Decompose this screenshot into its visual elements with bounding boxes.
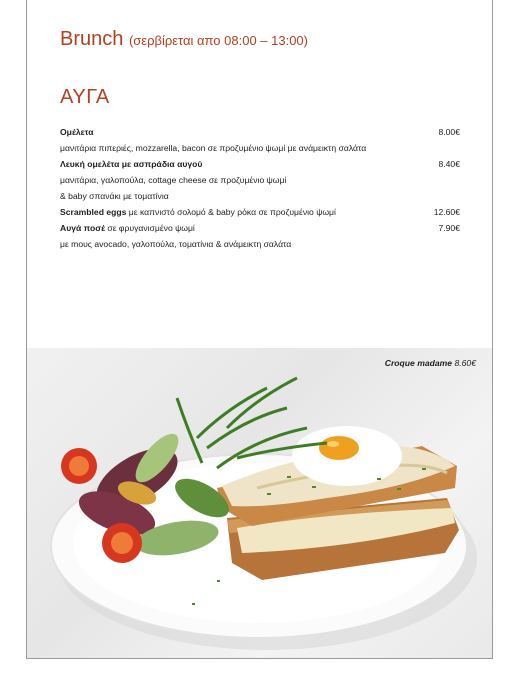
caption-price: 8.60€ [454,358,476,368]
item-description [60,140,460,156]
item-price: 8.00€ [438,127,460,137]
item-name: Ομέλετα [60,127,94,137]
menu-item-poached-eggs [60,220,460,236]
item-name: Scrambled eggs [60,207,127,217]
menu-list [60,124,460,252]
item-price: 7.90€ [438,223,460,233]
menu-item-scrambled-eggs [60,204,460,220]
page-title [60,28,308,51]
item-name: Λευκή ομελέτα με ασπράδια αυγού [60,159,203,169]
croque-madame-photo [27,348,492,658]
item-description [60,236,460,252]
item-description-text: μανιτάρια πιπεριές, mozzarella, bacon σε προζυμένιο ψωμί με ανάμεικτη σαλάτα [60,143,367,153]
item-description [60,188,460,204]
menu-item-omelette [60,124,460,140]
egg-yolk [319,436,359,460]
item-description-text-2: & baby σπανάκι με τοματίνια [60,191,169,201]
section-title-eggs: ΑΥΓΑ [60,86,110,108]
photo-caption [385,358,476,368]
item-price: 12.60€ [433,207,460,217]
item-description [60,172,460,188]
tomato-seeds [111,532,133,554]
item-name-rest: με καπνιστό σολομό & baby ρόκα σε προζυμένιο ψωμί [126,207,336,217]
food-illustration [27,348,492,658]
menu-item-egg-white-omelette [60,156,460,172]
egg-yolk-highlight [327,441,339,447]
serving-hours: (σερβίρεται απο 08:00 – 13:00) [128,33,308,48]
item-price: 8.40€ [438,159,460,169]
brunch-title: Brunch [60,28,124,50]
item-description-text: με mους avocado, γαλοπούλα, τοματίνια & ανάμεικτη σαλάτα [60,239,292,249]
item-name: Αυγά ποσέ [60,223,106,233]
tomato-seeds [69,456,89,476]
item-description-text: μανιτάρια, γαλοπούλα, cottage cheese σε προζυμένιο ψωμί [60,175,287,185]
menu-page [26,0,493,659]
item-name-rest: σε φρυγανισμένο ψωμί [105,223,195,233]
caption-name: Croque madame [384,358,453,368]
